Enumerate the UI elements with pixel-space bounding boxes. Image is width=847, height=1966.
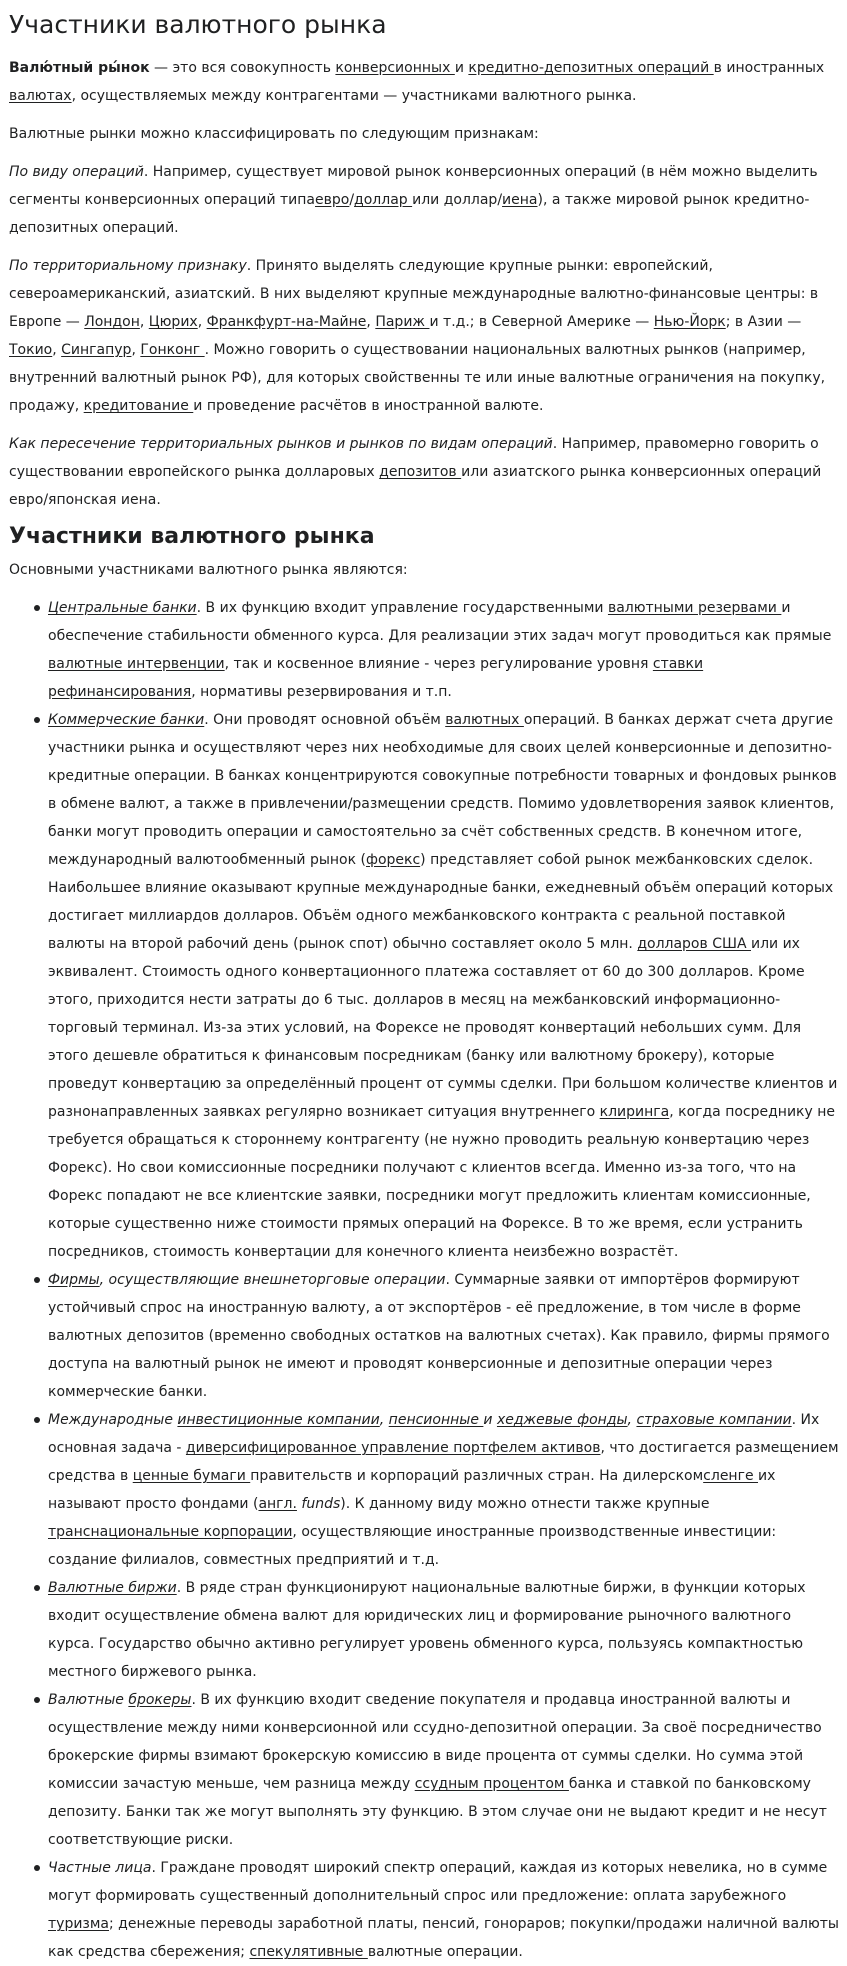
- text: и т.д.; в Северной Америке —: [429, 314, 654, 330]
- link-securities[interactable]: ценные бумаги: [132, 1468, 251, 1485]
- link-slang[interactable]: сленге: [703, 1468, 759, 1485]
- link-portfolio-management[interactable]: диверсифицированное управление портфелем активов: [185, 1440, 601, 1457]
- by-operations-paragraph: [9, 158, 840, 242]
- link-tokyo[interactable]: Токио: [9, 342, 53, 358]
- bullet-icon: [34, 1585, 40, 1591]
- link-refinancing-rate[interactable]: ставки рефинансирования: [48, 656, 704, 701]
- text: . Принято выделять следующие крупные рынки: европейский, североамериканский, азиатский. В них выделяют крупные международные валютно-финансовые центры: в Европе —: [9, 258, 819, 330]
- link-currency-ops[interactable]: валютных: [445, 712, 524, 729]
- text: — это вся совокупность: [149, 60, 336, 76]
- text: , нормативы резервирования и т.п.: [191, 684, 452, 701]
- text: правительств и корпораций различных стран. На дилерском: [250, 1468, 704, 1485]
- firms-label-rest: , осуществляющие внешнеторговые операции: [99, 1272, 446, 1289]
- text: и обеспечение стабильности обменного курса. Для реализации этих задач могут проводиться как прямые: [48, 600, 832, 645]
- text: . Они проводят основной объём: [204, 712, 446, 729]
- link-text: хеджевые фонды: [496, 1412, 628, 1429]
- text: ,: [197, 314, 207, 330]
- list-item-commercial-banks: [48, 706, 840, 1266]
- term-bold: Валю́тный ры́нок: [9, 60, 150, 76]
- text: ), а также мировой рынок кредитно-депозитных операций.: [9, 192, 810, 236]
- link-text: страховые компании: [636, 1412, 792, 1429]
- link-frankfurt[interactable]: Франкфурт-на-Майне: [206, 314, 367, 330]
- link-currency-exchanges[interactable]: [48, 1580, 177, 1596]
- text: . В их функцию входит управление государственными: [196, 600, 608, 617]
- text: . В их функцию входит сведение покупателя и продавца иностранной валюты и осуществление между ними конверсионной или ссудно-депозитной операции. За своё посредничество брокерские фирмы взимают брокерскую комиссию в виде процента от суммы сделки. Но сумма этой комиссии зачастую меньше, чем разница между: [48, 1692, 822, 1793]
- text: операций. В банках держат счета другие участники рынка и осуществляют через них необходимые для своих целей конверсионные и депозитно-кредитные операции. В банках концентрируются совокупные потребности товарных и фондовых рынков в обмене валют, а также в привлечении/размещении средств. Помимо удовлетворения заявок клиентов, банки могут проводить операции и самостоятельно за счёт собственных средств. В конечном итоге, международный валютообменный рынок (: [48, 712, 837, 869]
- text: и: [483, 1412, 497, 1429]
- text: . Суммарные заявки от импортёров формируют устойчивый спрос на иностранную валюту, а от экспортёров - её предложение, в том числе в форме валютных депозитов (временно свободных остатков на валютных счетах). Как правило, фирмы прямого доступа на валютный рынок не имеют и проводят конверсионные и депозитные операции через коммерческие банки.: [48, 1272, 830, 1401]
- text: Валютные: [48, 1692, 129, 1709]
- text: их называют просто фондами (: [48, 1468, 776, 1513]
- text: , так и косвенное влияние - через регулирование уровня: [224, 656, 653, 673]
- text: ,: [131, 342, 141, 358]
- link-loan-interest[interactable]: ссудным процентом: [414, 1776, 569, 1793]
- list-item-firms: [48, 1266, 840, 1406]
- link-text: пенсионные: [388, 1412, 484, 1429]
- text: валютные операции.: [367, 1944, 523, 1961]
- link-london[interactable]: Лондон: [84, 314, 140, 330]
- list-item-international: [48, 1406, 840, 1574]
- participants-intro: Основными участниками валютного рынка являются:: [9, 562, 408, 579]
- text: . Можно говорить о существовании национальных валютных рынков (например, внутренний валютный рынок РФ), для которых свойственны те или иные валютные ограничения на покупку, продажу,: [9, 342, 826, 414]
- text: . Граждане проводят широкий спектр операций, каждая из которых невелика, но в сумме могут формировать существенный дополнительный спрос или предложение: оплата зарубежного: [48, 1860, 828, 1905]
- text: в иностранных: [713, 60, 825, 76]
- link-forex[interactable]: форекс: [365, 852, 421, 869]
- list-item-individuals: [48, 1854, 840, 1966]
- list-item-exchanges: [48, 1574, 840, 1686]
- bullet-icon: [34, 717, 40, 723]
- text: , когда посреднику не требуется обращаться к стороннему контрагенту (не нужно проводить реальную конвертацию через Форекс). Но свои комиссионные посредники получают с клиентов всегда. Именно из-за того, что на Форекс попадают не все клиентские заявки, посредники могут предложить клиентам комиссионные, которые существенно ниже стоимости прямых операций на Форексе. В то же время, если устранить посредников, стоимость конвертации для конечного клиента неизбежно возрастёт.: [48, 1104, 836, 1261]
- by-operations-label: По виду операций: [9, 164, 144, 180]
- link-currency-interventions[interactable]: валютные интервенции: [48, 656, 225, 673]
- text: ,: [139, 314, 149, 330]
- bullet-icon: [34, 1865, 40, 1871]
- link-brokers[interactable]: [128, 1692, 191, 1708]
- intro-paragraph: [9, 54, 840, 110]
- text: ,: [627, 1412, 637, 1429]
- text: . Например, правомерно говорить о существовании европейского рынка долларовых: [9, 436, 819, 480]
- link-investment-companies[interactable]: [177, 1412, 379, 1428]
- link-credit-deposit[interactable]: кредитно-депозитных операций: [468, 60, 714, 76]
- link-conversion[interactable]: конверсионных: [335, 60, 455, 76]
- link-central-banks[interactable]: [48, 600, 197, 616]
- link-hedge-funds[interactable]: [497, 1412, 628, 1428]
- link-euro[interactable]: евро: [315, 192, 350, 208]
- text: Международные: [48, 1412, 178, 1429]
- intersection-paragraph: [9, 430, 840, 514]
- list-item-brokers: [48, 1686, 840, 1854]
- text: и проведение расчётов в иностранной валюте.: [193, 398, 544, 414]
- text: или азиатского рынка конверсионных операций евро/японская иена.: [9, 464, 822, 508]
- link-hong-kong[interactable]: Гонконг: [140, 342, 205, 358]
- participants-list: [9, 594, 840, 1966]
- link-new-york[interactable]: Нью-Йорк: [653, 314, 726, 330]
- link-tnc[interactable]: транснациональные корпорации: [48, 1524, 293, 1541]
- text: . В ряде стран функционируют национальные валютные биржи, в функции которых входит осуществление обмена валют для юридических лиц и формирование рыночного валютного курса. Государство обычно активно регулирует уровень обменного курса, пользуясь компактностью местного биржевого рынка.: [48, 1580, 806, 1681]
- text: и: [454, 60, 469, 76]
- link-text: Центральные банки: [48, 600, 197, 617]
- text: . Их основная задача -: [48, 1412, 820, 1457]
- bullet-icon: [34, 1417, 40, 1423]
- link-speculative[interactable]: спекулятивные: [249, 1944, 368, 1961]
- link-tourism[interactable]: туризма: [48, 1916, 110, 1933]
- link-pension[interactable]: [389, 1412, 484, 1428]
- text: ,: [366, 314, 376, 330]
- link-currencies[interactable]: валютах: [9, 88, 72, 104]
- link-text: Коммерческие банки: [48, 712, 205, 729]
- page-title: Участники валютного рынка: [9, 10, 387, 39]
- text: , осуществляющие иностранные производственные инвестиции: создание филиалов, совместных предприятий и т.д.: [48, 1524, 777, 1569]
- text: ) представляет собой рынок межбанковских сделок. Наибольшее влияние оказывают крупные международные банки, ежедневный объём операций которых достигает миллиардов долларов. Объём одного межбанковского контракта с реальной поставкой валюты на второй рабочий день (рынок спот) обычно составляет около 5 млн.: [48, 852, 834, 953]
- bullet-icon: [34, 1697, 40, 1703]
- link-zurich[interactable]: Цюрих: [148, 314, 198, 330]
- link-insurance[interactable]: [636, 1412, 791, 1428]
- link-firms[interactable]: [48, 1272, 100, 1288]
- intersection-label: Как пересечение территориальных рынков и рынков по видам операций: [9, 436, 553, 452]
- link-text: инвестиционные компании: [177, 1412, 380, 1429]
- text: , осуществляемых между контрагентами — участниками валютного рынка.: [71, 88, 637, 104]
- text: банка и ставкой по банковскому депозиту. Банки так же могут выполнять эту функцию. В этом случае они не выдают кредит и не несут соответствующие риски.: [48, 1776, 827, 1849]
- link-text: Валютные биржи: [48, 1580, 177, 1597]
- text: ,: [52, 342, 62, 358]
- bullet-icon: [34, 605, 40, 611]
- link-paris[interactable]: Париж: [375, 314, 430, 330]
- link-currency-reserves[interactable]: валютными резервами: [607, 600, 782, 617]
- bullet-icon: [34, 1277, 40, 1283]
- by-territory-paragraph: [9, 252, 840, 420]
- classify-paragraph: Валютные рынки можно классифицировать по следующим признакам:: [9, 126, 539, 142]
- link-dollar[interactable]: доллар: [354, 192, 413, 208]
- list-item-central-banks: [48, 594, 840, 706]
- text: . Например, существует мировой рынок конверсионных операций (в нём можно выделить сегменты конверсионных операций типа: [9, 164, 818, 208]
- section-title: Участники валютного рынка: [9, 524, 375, 549]
- link-text: брокеры: [128, 1692, 192, 1709]
- text: или доллар/: [412, 192, 503, 208]
- link-deposits[interactable]: депозитов: [379, 464, 462, 480]
- text: ; в Азии —: [725, 314, 802, 330]
- link-text: Фирмы: [48, 1272, 100, 1289]
- text: ,: [379, 1412, 389, 1429]
- link-us-dollars[interactable]: долларов США: [637, 936, 751, 953]
- link-singapore[interactable]: Сингапур: [61, 342, 132, 358]
- text: /: [349, 192, 355, 208]
- link-yen[interactable]: иена: [502, 192, 538, 208]
- text: ; денежные переводы заработной платы, пенсий, гонораров; покупки/продажи наличной валюты как средства сбережения;: [48, 1916, 839, 1961]
- text: funds: [301, 1496, 341, 1513]
- link-crediting[interactable]: кредитование: [83, 398, 194, 414]
- link-commercial-banks[interactable]: [48, 712, 204, 728]
- individuals-label: Частные лица: [48, 1860, 152, 1877]
- text: , что достигается размещением средства в: [48, 1440, 839, 1485]
- link-english[interactable]: англ.: [258, 1496, 297, 1513]
- by-territory-label: По территориальному признаку: [9, 258, 247, 274]
- link-clearing[interactable]: клиринга: [599, 1104, 670, 1121]
- text: или их эквивалент. Стоимость одного конвертационного платежа составляет от 60 до 300 долларов. Кроме этого, приходится нести затраты до 6 тыс. долларов в месяц на межбанковский информационно-торговый терминал. Из-за этих условий, на Форексе не проводят конвертаций небольших сумм. Для этого дешевле обратиться к финансовым посредникам (банку или валютному брокеру), которые проведут конвертацию за определённый процент от суммы сделки. При большом количестве клиентов и разнонаправленных заявках регулярно возникает ситуация внутреннего: [48, 936, 838, 1121]
- text: ). К данному виду можно отнести также крупные: [340, 1496, 710, 1513]
